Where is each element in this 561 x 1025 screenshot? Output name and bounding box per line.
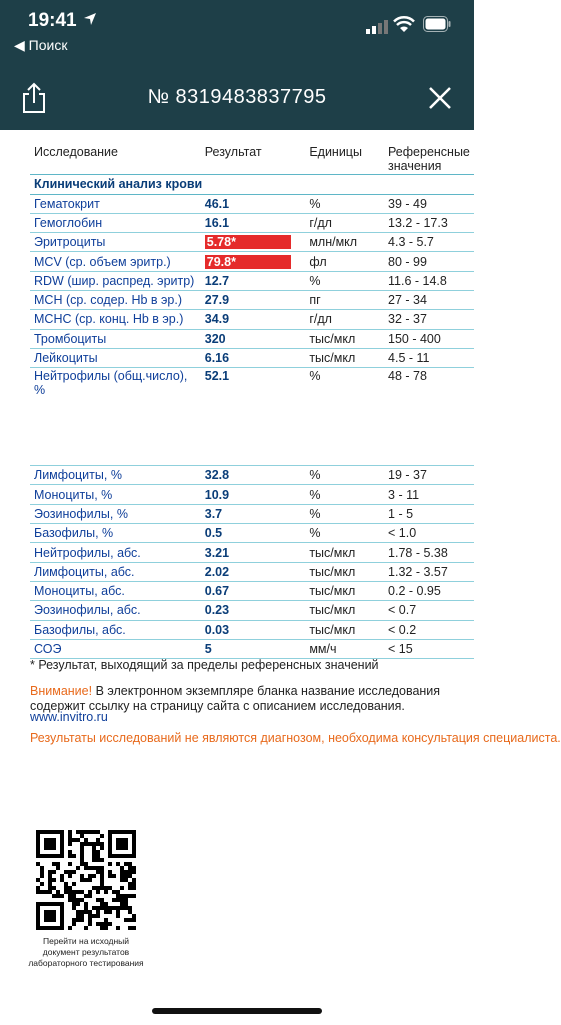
test-reference: 19 - 37 [384,466,474,485]
column-header-units: Единицы [305,142,384,174]
test-result: 16.1 [201,213,306,232]
test-result: 5 [201,639,306,658]
table-row [30,348,474,367]
test-unit: % [305,524,384,543]
test-result: 6.16 [201,348,306,367]
status-time: 19:41 [28,10,77,31]
test-name[interactable]: Моноциты, абс. [30,581,201,600]
test-name[interactable]: Нейтрофилы (общ.число), % [34,369,188,398]
test-name[interactable]: Эозинофилы, абс. [30,601,201,620]
wifi-icon [394,17,414,33]
results-table [30,142,474,659]
section-title: Клинический анализ крови [30,174,474,194]
table-row [30,368,474,404]
test-unit: фл [305,252,384,271]
test-name[interactable]: MCH (ср. содер. Hb в эр.) [30,290,201,309]
table-row [30,601,474,620]
test-result: 52.1 [204,369,230,384]
test-reference: < 0.7 [384,601,474,620]
test-name[interactable]: Тромбоциты [30,329,201,348]
test-unit: % [305,466,384,485]
test-name[interactable]: Эозинофилы, % [30,504,201,523]
test-reference: 1 - 5 [384,504,474,523]
test-unit: % [309,369,321,384]
table-row [30,562,474,581]
table-row [30,194,474,213]
qr-caption: Перейти на исходный документ результатов лабораторного тестирования [28,936,144,968]
test-name[interactable]: RDW (шир. распред. эритр) [30,271,201,290]
test-reference: < 0.2 [384,620,474,639]
table-row [30,581,474,600]
test-reference: 80 - 99 [384,252,474,271]
test-name[interactable]: Базофилы, абс. [30,620,201,639]
test-result: 34.9 [201,310,306,329]
test-name[interactable]: Лимфоциты, абс. [30,562,201,581]
invitro-link[interactable]: www.invitro.ru [30,710,108,724]
cellular-signal-icon [366,20,388,34]
test-result [201,252,306,271]
test-reference: 0.2 - 0.95 [384,581,474,600]
test-unit: пг [305,290,384,309]
test-unit: % [305,504,384,523]
table-row [30,466,474,485]
attention-label: Внимание! [30,684,93,698]
attention-text: В электронном экземпляре бланка название исследования содержит ссылку на страницу сайта с описанием исследования. [30,684,441,713]
table-row [30,290,474,309]
table-row [30,271,474,290]
test-reference: 39 - 49 [384,194,474,213]
test-unit: тыс/мкл [305,348,384,367]
diagnosis-note: Результаты исследований не являются диагнозом, необходима консультация специалиста. [30,731,561,745]
test-reference: 13.2 - 17.3 [384,213,474,232]
table-row [30,504,474,523]
test-name[interactable]: Базофилы, % [30,524,201,543]
asterisk-note: * Результат, выходящий за пределы референсных значений [30,658,379,672]
test-reference: 27 - 34 [384,290,474,309]
test-result: 2.02 [201,562,306,581]
test-result: 3.7 [201,504,306,523]
test-reference: 3 - 11 [384,485,474,504]
test-unit: г/дл [305,310,384,329]
table-row [30,233,474,252]
test-result: 32.8 [201,466,306,485]
test-unit: млн/мкл [305,233,384,252]
test-reference: 150 - 400 [384,329,474,348]
table-row [30,543,474,562]
test-result: 27.9 [201,290,306,309]
test-name[interactable]: СОЭ [30,639,201,658]
test-reference: 1.32 - 3.57 [384,562,474,581]
test-unit: г/дл [305,213,384,232]
table-row [30,485,474,504]
test-result: 0.5 [201,524,306,543]
column-header-test: Исследование [30,142,201,174]
test-unit: % [305,271,384,290]
top-bar [0,0,474,130]
test-result: 46.1 [201,194,306,213]
home-indicator[interactable] [152,1008,322,1014]
test-reference: < 1.0 [384,524,474,543]
test-result: 12.7 [201,271,306,290]
flagged-result: 5.78* [205,235,291,249]
test-name[interactable]: Нейтрофилы, абс. [30,543,201,562]
test-unit: % [305,194,384,213]
test-unit: тыс/мкл [305,581,384,600]
table-row [30,329,474,348]
back-to-search-link[interactable]: ◀ Поиск [14,37,68,53]
flagged-result: 79.8* [205,255,291,269]
document-view[interactable] [0,130,561,1002]
test-reference: 4.5 - 11 [384,348,474,367]
test-result: 0.67 [201,581,306,600]
test-name[interactable]: Лимфоциты, % [30,466,201,485]
test-result: 320 [201,329,306,348]
test-unit: тыс/мкл [305,562,384,581]
column-header-result: Результат [201,142,306,174]
test-unit: тыс/мкл [305,620,384,639]
table-row [30,252,474,271]
column-header-reference: Референсные значения [384,142,474,174]
test-reference: 32 - 37 [384,310,474,329]
table-gap [30,404,474,466]
test-name[interactable]: Эритроциты [30,233,201,252]
test-reference: 11.6 - 14.8 [384,271,474,290]
table-row [30,620,474,639]
test-name[interactable]: Гемоглобин [30,213,201,232]
table-row [30,524,474,543]
battery-icon [423,16,451,32]
location-arrow-icon [83,12,97,26]
test-unit: тыс/мкл [305,329,384,348]
test-result: 0.03 [201,620,306,639]
qr-code[interactable] [36,830,136,930]
table-row [30,639,474,658]
table-row [30,310,474,329]
test-unit: % [305,485,384,504]
test-result: 10.9 [201,485,306,504]
test-name[interactable]: MCV (ср. объем эритр.) [30,252,201,271]
test-result: 0.23 [201,601,306,620]
close-icon[interactable] [428,86,452,110]
test-reference: 4.3 - 5.7 [384,233,474,252]
test-unit: тыс/мкл [305,543,384,562]
test-reference: < 15 [384,639,474,658]
test-result [201,233,306,252]
document-title: № 8319483837795 [147,86,327,108]
table-row [30,213,474,232]
test-name[interactable]: MCHC (ср. конц. Hb в эр.) [30,310,201,329]
test-unit: мм/ч [305,639,384,658]
test-name[interactable]: Моноциты, % [30,485,201,504]
section-row [30,174,474,194]
test-reference: 48 - 78 [388,369,427,384]
test-unit: тыс/мкл [305,601,384,620]
test-name[interactable]: Лейкоциты [30,348,201,367]
test-reference: 1.78 - 5.38 [384,543,474,562]
test-result: 3.21 [201,543,306,562]
test-name[interactable]: Гематокрит [30,194,201,213]
